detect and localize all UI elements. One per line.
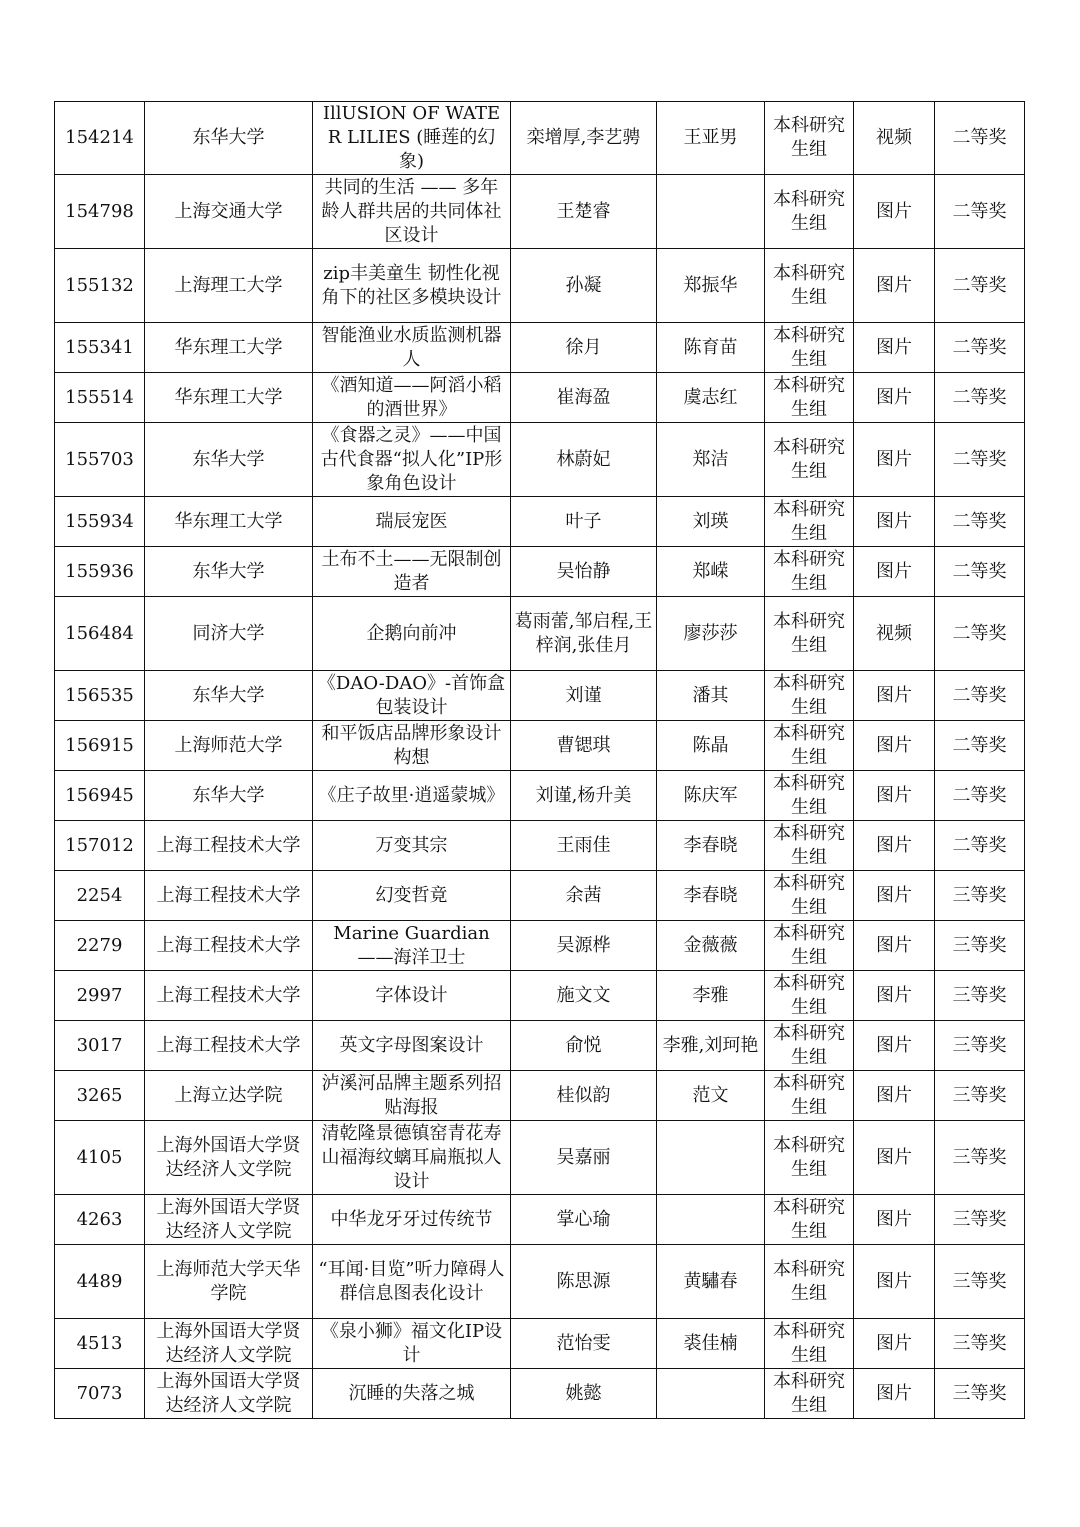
- group-cell: 本科研究生组: [765, 423, 854, 497]
- work-title-cell: 幻变哲竟: [313, 871, 511, 921]
- entry-id-cell: 155703: [55, 423, 145, 497]
- award-cell: 二等奖: [935, 547, 1025, 597]
- advisor-cell: 郑振华: [657, 249, 765, 323]
- entry-id-cell: 3017: [55, 1021, 145, 1071]
- work-type-cell: 图片: [854, 671, 935, 721]
- table-row: [55, 373, 1025, 423]
- authors-cell: 吴嘉丽: [511, 1121, 657, 1195]
- table-row: [55, 323, 1025, 373]
- award-cell: 三等奖: [935, 1319, 1025, 1369]
- authors-cell: 刘谨: [511, 671, 657, 721]
- work-title-cell: zip丰美童生 韧性化视角下的社区多模块设计: [313, 249, 511, 323]
- authors-cell: 叶子: [511, 497, 657, 547]
- school-cell: 东华大学: [145, 547, 313, 597]
- authors-cell: 施文文: [511, 971, 657, 1021]
- work-title-cell: 《DAO-DAO》-首饰盒包装设计: [313, 671, 511, 721]
- group-cell: 本科研究生组: [765, 1369, 854, 1419]
- group-cell: 本科研究生组: [765, 771, 854, 821]
- work-type-cell: 图片: [854, 1021, 935, 1071]
- group-cell: 本科研究生组: [765, 721, 854, 771]
- entry-id-cell: 4105: [55, 1121, 145, 1195]
- work-title-cell: Marine Guardian——海洋卫士: [313, 921, 511, 971]
- table-row: [55, 1071, 1025, 1121]
- award-table-body: [55, 102, 1025, 1419]
- authors-cell: 葛雨蕾,邹启程,王梓润,张佳月: [511, 597, 657, 671]
- entry-id-cell: 155514: [55, 373, 145, 423]
- advisor-cell: 郑洁: [657, 423, 765, 497]
- table-row: [55, 1121, 1025, 1195]
- authors-cell: 俞悦: [511, 1021, 657, 1071]
- school-cell: 上海外国语大学贤达经济人文学院: [145, 1319, 313, 1369]
- work-type-cell: 视频: [854, 102, 935, 175]
- school-cell: 华东理工大学: [145, 497, 313, 547]
- table-row: [55, 423, 1025, 497]
- work-type-cell: 图片: [854, 721, 935, 771]
- award-cell: 三等奖: [935, 1071, 1025, 1121]
- entry-id-cell: 156484: [55, 597, 145, 671]
- advisor-cell: 李春晓: [657, 871, 765, 921]
- award-table: [54, 101, 1025, 1419]
- award-cell: 三等奖: [935, 871, 1025, 921]
- award-cell: 二等奖: [935, 323, 1025, 373]
- entry-id-cell: 156535: [55, 671, 145, 721]
- school-cell: 上海工程技术大学: [145, 821, 313, 871]
- entry-id-cell: 155934: [55, 497, 145, 547]
- group-cell: 本科研究生组: [765, 821, 854, 871]
- advisor-cell: 刘瑛: [657, 497, 765, 547]
- advisor-cell: 李雅,刘珂艳: [657, 1021, 765, 1071]
- school-cell: 上海外国语大学贤达经济人文学院: [145, 1121, 313, 1195]
- award-cell: 三等奖: [935, 1245, 1025, 1319]
- authors-cell: 余茜: [511, 871, 657, 921]
- work-title-cell: 智能渔业水质监测机器人: [313, 323, 511, 373]
- table-row: [55, 1195, 1025, 1245]
- work-type-cell: 视频: [854, 597, 935, 671]
- advisor-cell: [657, 1369, 765, 1419]
- school-cell: 东华大学: [145, 102, 313, 175]
- school-cell: 上海外国语大学贤达经济人文学院: [145, 1369, 313, 1419]
- school-cell: 上海理工大学: [145, 249, 313, 323]
- entry-id-cell: 3265: [55, 1071, 145, 1121]
- work-title-cell: 和平饭店品牌形象设计构想: [313, 721, 511, 771]
- table-row: [55, 249, 1025, 323]
- advisor-cell: 虞志红: [657, 373, 765, 423]
- work-title-cell: 沉睡的失落之城: [313, 1369, 511, 1419]
- work-type-cell: 图片: [854, 871, 935, 921]
- work-type-cell: 图片: [854, 175, 935, 249]
- advisor-cell: 金薇薇: [657, 921, 765, 971]
- table-row: [55, 597, 1025, 671]
- entry-id-cell: 154798: [55, 175, 145, 249]
- advisor-cell: [657, 1195, 765, 1245]
- advisor-cell: 王亚男: [657, 102, 765, 175]
- school-cell: 上海交通大学: [145, 175, 313, 249]
- school-cell: 同济大学: [145, 597, 313, 671]
- entry-id-cell: 156945: [55, 771, 145, 821]
- group-cell: 本科研究生组: [765, 1245, 854, 1319]
- entry-id-cell: 4513: [55, 1319, 145, 1369]
- group-cell: 本科研究生组: [765, 497, 854, 547]
- entry-id-cell: 2254: [55, 871, 145, 921]
- entry-id-cell: 2997: [55, 971, 145, 1021]
- authors-cell: 崔海盈: [511, 373, 657, 423]
- work-title-cell: 清乾隆景德镇窑青花寿山福海纹螭耳扁瓶拟人设计: [313, 1121, 511, 1195]
- authors-cell: 徐月: [511, 323, 657, 373]
- group-cell: 本科研究生组: [765, 373, 854, 423]
- entry-id-cell: 156915: [55, 721, 145, 771]
- table-row: [55, 1021, 1025, 1071]
- advisor-cell: 裘佳楠: [657, 1319, 765, 1369]
- award-cell: 二等奖: [935, 597, 1025, 671]
- school-cell: 上海工程技术大学: [145, 971, 313, 1021]
- work-type-cell: 图片: [854, 1369, 935, 1419]
- work-title-cell: 《食器之灵》——中国古代食器“拟人化”IP形象角色设计: [313, 423, 511, 497]
- table-row: [55, 771, 1025, 821]
- award-cell: 三等奖: [935, 971, 1025, 1021]
- award-cell: 二等奖: [935, 249, 1025, 323]
- table-row: [55, 1369, 1025, 1419]
- group-cell: 本科研究生组: [765, 597, 854, 671]
- entry-id-cell: 2279: [55, 921, 145, 971]
- group-cell: 本科研究生组: [765, 1195, 854, 1245]
- school-cell: 东华大学: [145, 423, 313, 497]
- authors-cell: 王楚睿: [511, 175, 657, 249]
- advisor-cell: [657, 1121, 765, 1195]
- school-cell: 东华大学: [145, 671, 313, 721]
- group-cell: 本科研究生组: [765, 323, 854, 373]
- entry-id-cell: 4263: [55, 1195, 145, 1245]
- school-cell: 东华大学: [145, 771, 313, 821]
- school-cell: 上海师范大学天华学院: [145, 1245, 313, 1319]
- authors-cell: 栾增厚,李艺骋: [511, 102, 657, 175]
- entry-id-cell: 7073: [55, 1369, 145, 1419]
- award-cell: 二等奖: [935, 102, 1025, 175]
- group-cell: 本科研究生组: [765, 102, 854, 175]
- work-title-cell: 泸溪河品牌主题系列招贴海报: [313, 1071, 511, 1121]
- work-title-cell: “耳闻·目览”听力障碍人群信息图表化设计: [313, 1245, 511, 1319]
- table-row: [55, 921, 1025, 971]
- advisor-cell: 陈庆军: [657, 771, 765, 821]
- entry-id-cell: 154214: [55, 102, 145, 175]
- entry-id-cell: 4489: [55, 1245, 145, 1319]
- group-cell: 本科研究生组: [765, 1071, 854, 1121]
- work-title-cell: 《泉小狮》福文化IP设计: [313, 1319, 511, 1369]
- award-cell: 二等奖: [935, 175, 1025, 249]
- advisor-cell: 郑嵘: [657, 547, 765, 597]
- authors-cell: 吴源桦: [511, 921, 657, 971]
- work-title-cell: 土布不土——无限制创造者: [313, 547, 511, 597]
- table-row: [55, 1245, 1025, 1319]
- advisor-cell: 廖莎莎: [657, 597, 765, 671]
- award-cell: 三等奖: [935, 921, 1025, 971]
- table-row: [55, 971, 1025, 1021]
- work-type-cell: 图片: [854, 771, 935, 821]
- group-cell: 本科研究生组: [765, 1021, 854, 1071]
- authors-cell: 姚懿: [511, 1369, 657, 1419]
- authors-cell: 曹锶琪: [511, 721, 657, 771]
- table-row: [55, 547, 1025, 597]
- award-cell: 三等奖: [935, 1021, 1025, 1071]
- entry-id-cell: 155132: [55, 249, 145, 323]
- work-title-cell: 《庄子故里·逍遥蒙城》: [313, 771, 511, 821]
- school-cell: 上海外国语大学贤达经济人文学院: [145, 1195, 313, 1245]
- work-type-cell: 图片: [854, 547, 935, 597]
- advisor-cell: 李雅: [657, 971, 765, 1021]
- group-cell: 本科研究生组: [765, 921, 854, 971]
- authors-cell: 桂似韵: [511, 1071, 657, 1121]
- advisor-cell: 陈晶: [657, 721, 765, 771]
- table-row: [55, 871, 1025, 921]
- advisor-cell: [657, 175, 765, 249]
- school-cell: 上海工程技术大学: [145, 921, 313, 971]
- entry-id-cell: 157012: [55, 821, 145, 871]
- advisor-cell: 黄驌春: [657, 1245, 765, 1319]
- advisor-cell: 李春晓: [657, 821, 765, 871]
- group-cell: 本科研究生组: [765, 175, 854, 249]
- table-row: [55, 1319, 1025, 1369]
- work-title-cell: 《酒知道——阿滔小稻的酒世界》: [313, 373, 511, 423]
- school-cell: 上海师范大学: [145, 721, 313, 771]
- group-cell: 本科研究生组: [765, 871, 854, 921]
- advisor-cell: 陈育苗: [657, 323, 765, 373]
- award-cell: 三等奖: [935, 1121, 1025, 1195]
- group-cell: 本科研究生组: [765, 1121, 854, 1195]
- work-type-cell: 图片: [854, 249, 935, 323]
- work-type-cell: 图片: [854, 1121, 935, 1195]
- group-cell: 本科研究生组: [765, 971, 854, 1021]
- group-cell: 本科研究生组: [765, 1319, 854, 1369]
- table-row: [55, 175, 1025, 249]
- school-cell: 华东理工大学: [145, 373, 313, 423]
- school-cell: 上海工程技术大学: [145, 871, 313, 921]
- work-title-cell: 企鹅向前冲: [313, 597, 511, 671]
- authors-cell: 林蔚妃: [511, 423, 657, 497]
- award-cell: 二等奖: [935, 497, 1025, 547]
- work-type-cell: 图片: [854, 821, 935, 871]
- award-cell: 二等奖: [935, 721, 1025, 771]
- school-cell: 上海工程技术大学: [145, 1021, 313, 1071]
- award-cell: 二等奖: [935, 423, 1025, 497]
- authors-cell: 范怡雯: [511, 1319, 657, 1369]
- entry-id-cell: 155936: [55, 547, 145, 597]
- work-type-cell: 图片: [854, 1195, 935, 1245]
- work-type-cell: 图片: [854, 497, 935, 547]
- award-cell: 二等奖: [935, 373, 1025, 423]
- authors-cell: 刘谨,杨升美: [511, 771, 657, 821]
- work-type-cell: 图片: [854, 921, 935, 971]
- work-type-cell: 图片: [854, 971, 935, 1021]
- work-title-cell: 共同的生活 —— 多年龄人群共居的共同体社区设计: [313, 175, 511, 249]
- work-title-cell: 瑞辰宠医: [313, 497, 511, 547]
- work-title-cell: 中华龙牙牙过传统节: [313, 1195, 511, 1245]
- group-cell: 本科研究生组: [765, 547, 854, 597]
- table-row: [55, 497, 1025, 547]
- authors-cell: 吴怡静: [511, 547, 657, 597]
- advisor-cell: 范文: [657, 1071, 765, 1121]
- advisor-cell: 潘其: [657, 671, 765, 721]
- work-title-cell: 万变其宗: [313, 821, 511, 871]
- work-type-cell: 图片: [854, 423, 935, 497]
- authors-cell: 王雨佳: [511, 821, 657, 871]
- work-type-cell: 图片: [854, 323, 935, 373]
- work-type-cell: 图片: [854, 1071, 935, 1121]
- award-cell: 二等奖: [935, 771, 1025, 821]
- work-title-cell: 字体设计: [313, 971, 511, 1021]
- award-cell: 二等奖: [935, 821, 1025, 871]
- work-type-cell: 图片: [854, 373, 935, 423]
- authors-cell: 掌心瑜: [511, 1195, 657, 1245]
- authors-cell: 陈思源: [511, 1245, 657, 1319]
- group-cell: 本科研究生组: [765, 671, 854, 721]
- table-row: [55, 671, 1025, 721]
- table-row: [55, 102, 1025, 175]
- work-type-cell: 图片: [854, 1245, 935, 1319]
- school-cell: 华东理工大学: [145, 323, 313, 373]
- entry-id-cell: 155341: [55, 323, 145, 373]
- school-cell: 上海立达学院: [145, 1071, 313, 1121]
- award-cell: 二等奖: [935, 671, 1025, 721]
- group-cell: 本科研究生组: [765, 249, 854, 323]
- work-title-cell: 英文字母图案设计: [313, 1021, 511, 1071]
- award-cell: 三等奖: [935, 1195, 1025, 1245]
- table-row: [55, 721, 1025, 771]
- authors-cell: 孙凝: [511, 249, 657, 323]
- work-title-cell: IllUSION OF WATER LILIES (睡莲的幻象): [313, 102, 511, 175]
- table-row: [55, 821, 1025, 871]
- work-type-cell: 图片: [854, 1319, 935, 1369]
- award-cell: 三等奖: [935, 1369, 1025, 1419]
